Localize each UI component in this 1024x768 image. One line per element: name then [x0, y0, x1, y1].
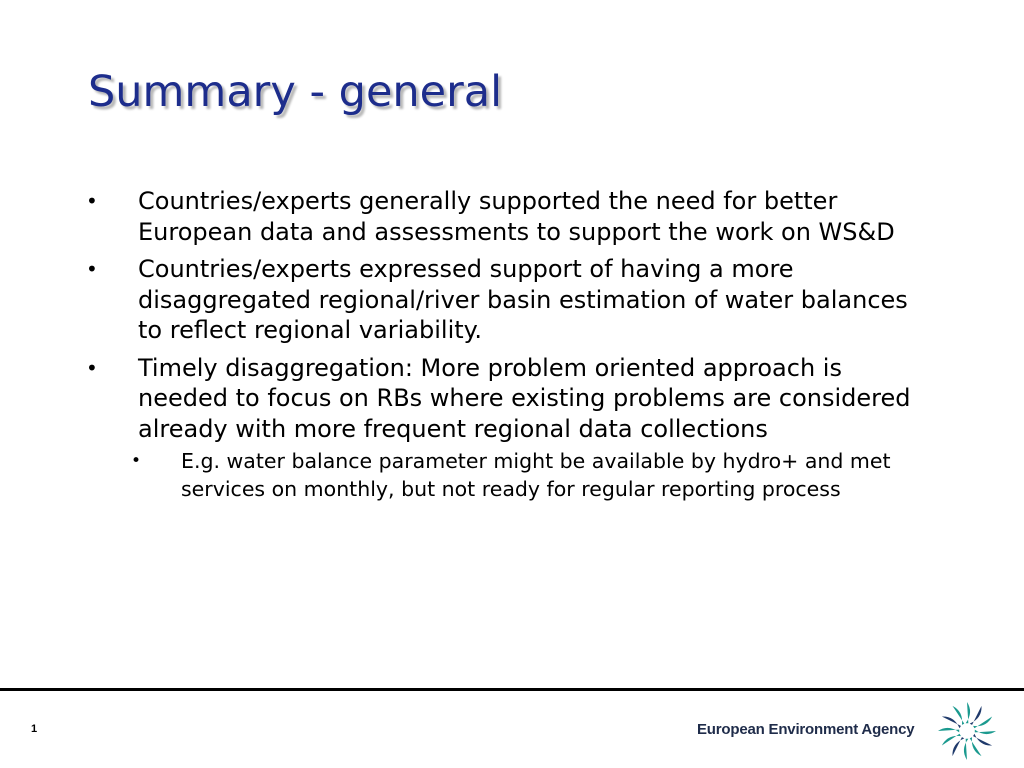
eea-logo-icon [934, 698, 1000, 764]
sub-bullet-item-1 [0, 447, 941, 503]
bullet-list [0, 186, 1024, 503]
logo-ray [952, 737, 964, 756]
logo-ray [964, 739, 968, 760]
footer-divider [0, 688, 1024, 691]
logo-ray [975, 730, 996, 734]
bullet-item-2 [0, 254, 938, 346]
logo-ray [970, 706, 982, 725]
bullet-item-3 [0, 353, 938, 445]
sub-bullet-text: E.g. water balance parameter might be available by hydro+ and met services on monthly, but not ready for regular reporting process [181, 449, 891, 501]
bullet-text: Countries/experts expressed support of having a more disaggregated regional/river basin estimation of water balances to reflect regional variability. [138, 255, 908, 344]
slide-title: Summary - general [88, 67, 503, 117]
bullet-marker: • [86, 355, 98, 380]
sub-bullet-marker: • [131, 451, 142, 471]
agency-name: European Environment Agency [697, 721, 915, 738]
logo-ray [973, 734, 992, 746]
logo-ray [966, 702, 970, 723]
bullet-marker: • [86, 189, 98, 213]
logo-ray [942, 716, 961, 728]
bullet-text: Countries/experts generally supported the need for better European data and assessments to support the work on WS&D [138, 187, 895, 246]
bullet-text: Timely disaggregation: More problem oriented approach is needed to focus on RBs where existing problems are considered already with more frequent regional data collections [138, 353, 911, 443]
bullet-marker: • [86, 257, 98, 281]
logo-ray [938, 728, 959, 732]
bullet-item-1 [0, 186, 938, 247]
page-number: 1 [31, 723, 38, 735]
